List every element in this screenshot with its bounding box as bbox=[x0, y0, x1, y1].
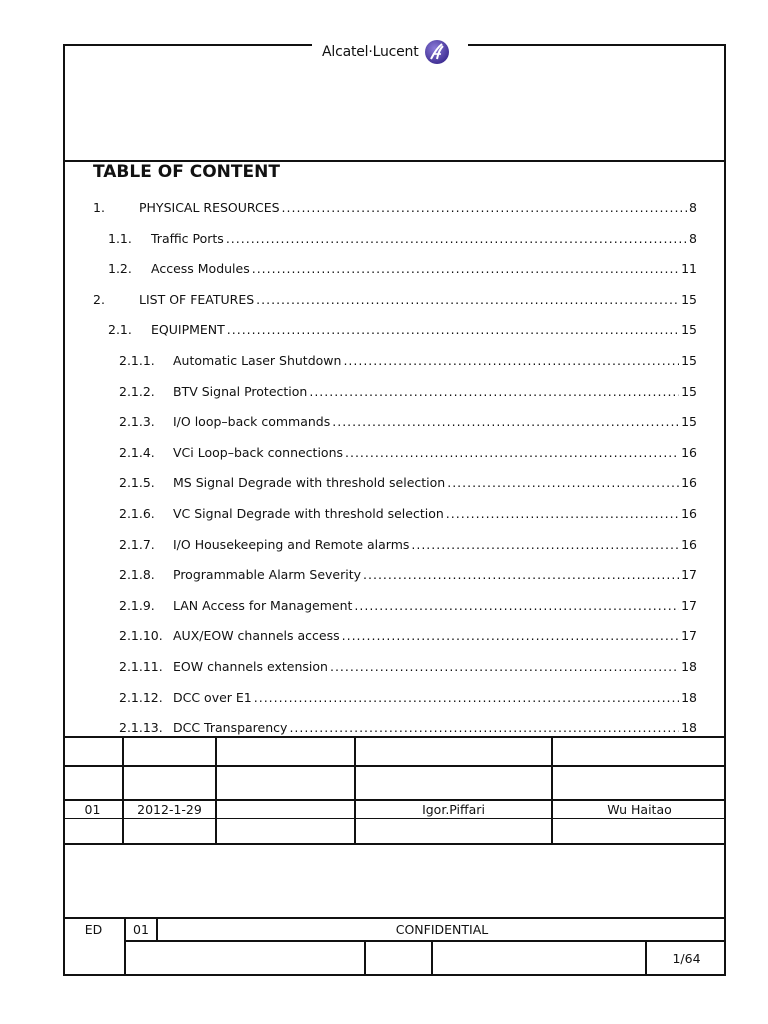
toc-entry-title: VCi Loop–back connections bbox=[173, 445, 344, 460]
toc-entry-page: 17 bbox=[681, 628, 697, 643]
toc-entry-page: 11 bbox=[681, 261, 697, 276]
revision-table-top bbox=[63, 736, 726, 738]
toc-entry-number: 2.1.11. bbox=[119, 659, 163, 674]
toc-entry-page: 15 bbox=[681, 414, 697, 429]
toc-entry-number: 2. bbox=[93, 292, 105, 307]
toc-entry-page: 16 bbox=[681, 537, 697, 552]
brand-name: Alcatel·Lucent bbox=[322, 44, 419, 60]
toc-leader-dots bbox=[252, 261, 679, 276]
toc-title: TABLE OF CONTENT bbox=[93, 162, 280, 182]
toc-leader-dots bbox=[354, 598, 679, 613]
toc-entry[interactable] bbox=[119, 532, 697, 552]
toc-leader-dots bbox=[227, 322, 679, 337]
toc-entry-title: AUX/EOW channels access bbox=[173, 628, 340, 643]
toc-entry-number: 2.1.6. bbox=[119, 506, 155, 521]
revision-date: 2012-1-29 bbox=[137, 802, 202, 817]
footer-page-number: 1/64 bbox=[672, 951, 701, 966]
footer-row-divider bbox=[124, 940, 726, 942]
toc-entry-title: VC Signal Degrade with threshold selection bbox=[173, 506, 444, 521]
revision-row-divider bbox=[63, 765, 726, 767]
toc-entry[interactable] bbox=[119, 654, 697, 674]
revision-author: Igor.Piffari bbox=[422, 802, 485, 817]
toc-entry-page: 16 bbox=[681, 475, 697, 490]
toc-entry[interactable] bbox=[119, 470, 697, 490]
brand-logo bbox=[322, 38, 450, 66]
revision-ed: 01 bbox=[84, 802, 101, 817]
footer-classification: CONFIDENTIAL bbox=[395, 922, 489, 937]
toc-entry-title: EQUIPMENT bbox=[151, 322, 225, 337]
toc-leader-dots bbox=[309, 384, 679, 399]
toc-entry[interactable] bbox=[119, 348, 697, 368]
toc-entry[interactable] bbox=[108, 226, 697, 246]
toc-entry-title: PHYSICAL RESOURCES bbox=[139, 200, 280, 215]
toc-entry[interactable] bbox=[119, 593, 697, 613]
toc-entry-title: I/O Housekeeping and Remote alarms bbox=[173, 537, 410, 552]
toc-leader-dots bbox=[411, 537, 679, 552]
revision-table-bottom bbox=[63, 843, 726, 845]
toc-entry[interactable] bbox=[119, 623, 697, 643]
footer-top-divider bbox=[63, 917, 726, 919]
revision-col-divider bbox=[122, 736, 124, 845]
toc-entry[interactable] bbox=[108, 256, 697, 276]
toc-entry-title: Traffic Ports bbox=[151, 231, 224, 246]
toc-leader-dots bbox=[226, 231, 687, 246]
toc-entry-page: 15 bbox=[681, 292, 697, 307]
toc-entry-title: Access Modules bbox=[151, 261, 250, 276]
toc-leader-dots bbox=[289, 720, 679, 735]
toc-entry[interactable] bbox=[93, 195, 697, 215]
toc-entry[interactable] bbox=[119, 501, 697, 521]
toc-entry-number: 2.1. bbox=[108, 322, 132, 337]
toc-entry-page: 15 bbox=[681, 384, 697, 399]
footer-col-divider bbox=[364, 940, 366, 976]
toc-entry-number: 1. bbox=[93, 200, 105, 215]
revision-approver: Wu Haitao bbox=[607, 802, 672, 817]
toc-entry-title: I/O loop–back commands bbox=[173, 414, 331, 429]
toc-entry-title: MS Signal Degrade with threshold selection bbox=[173, 475, 446, 490]
toc-entry-number: 2.1.5. bbox=[119, 475, 155, 490]
toc-entry-number: 2.1.12. bbox=[119, 690, 163, 705]
toc-entry-number: 1.1. bbox=[108, 231, 132, 246]
footer-ed-value: 01 bbox=[133, 922, 149, 937]
toc-entry-page: 18 bbox=[681, 720, 697, 735]
revision-col-divider bbox=[354, 736, 356, 845]
toc-leader-dots bbox=[363, 567, 679, 582]
toc-leader-dots bbox=[256, 292, 679, 307]
toc-entry-number: 2.1.2. bbox=[119, 384, 155, 399]
toc-entry[interactable] bbox=[108, 317, 697, 337]
alcatel-lucent-logo-icon bbox=[424, 39, 450, 65]
revision-col-divider bbox=[215, 736, 217, 845]
toc-leader-dots bbox=[447, 475, 679, 490]
toc-entry-page: 16 bbox=[681, 506, 697, 521]
toc-entry-number: 2.1.4. bbox=[119, 445, 155, 460]
toc-entry-title: DCC Transparency bbox=[173, 720, 288, 735]
toc-entry-title: LIST OF FEATURES bbox=[139, 292, 255, 307]
toc-entry-title: EOW channels extension bbox=[173, 659, 328, 674]
toc-entry-title: Programmable Alarm Severity bbox=[173, 567, 362, 582]
toc-leader-dots bbox=[342, 628, 679, 643]
toc-entry-page: 17 bbox=[681, 567, 697, 582]
toc-entry-page: 18 bbox=[681, 659, 697, 674]
toc-entry-number: 2.1.13. bbox=[119, 720, 163, 735]
toc-entry-page: 15 bbox=[681, 322, 697, 337]
toc-entry-number: 2.1.1. bbox=[119, 353, 155, 368]
revision-row-divider bbox=[63, 799, 726, 801]
footer-ed-label: ED bbox=[84, 922, 103, 937]
toc-entry-page: 8 bbox=[689, 231, 697, 246]
toc-entry-page: 15 bbox=[681, 353, 697, 368]
toc-entry[interactable] bbox=[119, 562, 697, 582]
toc-entry[interactable] bbox=[119, 379, 697, 399]
toc-entry[interactable] bbox=[119, 440, 697, 460]
toc-entry[interactable] bbox=[119, 715, 697, 735]
toc-entry-page: 16 bbox=[681, 445, 697, 460]
footer-col-divider bbox=[431, 940, 433, 976]
toc-leader-dots bbox=[446, 506, 679, 521]
toc-entry-title: LAN Access for Management bbox=[173, 598, 353, 613]
toc-entry-number: 2.1.3. bbox=[119, 414, 155, 429]
toc-leader-dots bbox=[332, 414, 679, 429]
toc-entry[interactable] bbox=[119, 409, 697, 429]
revision-col-divider bbox=[551, 736, 553, 845]
toc-entry-number: 2.1.10. bbox=[119, 628, 163, 643]
toc-entry-number: 1.2. bbox=[108, 261, 132, 276]
toc-leader-dots bbox=[254, 690, 679, 705]
toc-entry-title: BTV Signal Protection bbox=[173, 384, 308, 399]
toc-entry-title: Automatic Laser Shutdown bbox=[173, 353, 342, 368]
toc-entry[interactable] bbox=[93, 287, 697, 307]
toc-entry-number: 2.1.9. bbox=[119, 598, 155, 613]
toc-entry-page: 17 bbox=[681, 598, 697, 613]
toc-entry-number: 2.1.8. bbox=[119, 567, 155, 582]
toc-entry-title: DCC over E1 bbox=[173, 690, 252, 705]
toc-leader-dots bbox=[330, 659, 679, 674]
toc-leader-dots bbox=[345, 445, 679, 460]
toc-entry[interactable] bbox=[119, 685, 697, 705]
toc-leader-dots bbox=[343, 353, 679, 368]
toc-entry-page: 18 bbox=[681, 690, 697, 705]
revision-row-divider bbox=[63, 818, 726, 819]
toc-entry-number: 2.1.7. bbox=[119, 537, 155, 552]
toc-leader-dots bbox=[282, 200, 688, 215]
toc-entry-page: 8 bbox=[689, 200, 697, 215]
